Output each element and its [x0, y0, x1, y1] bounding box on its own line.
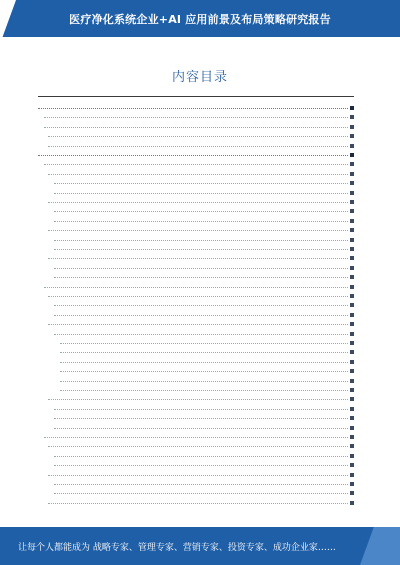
toc-dot-leader: [60, 343, 348, 344]
toc-entry[interactable]: [48, 169, 354, 176]
toc-entry[interactable]: [60, 366, 354, 373]
toc-dot-leader: [48, 399, 348, 400]
footer-accent: [360, 527, 400, 565]
toc-dot-leader: [44, 437, 348, 438]
toc-page-number: [350, 379, 354, 383]
toc-entry[interactable]: [48, 131, 354, 138]
toc-dot-leader: [48, 146, 348, 147]
footer-banner: [0, 527, 400, 565]
toc-page-number: [350, 454, 354, 458]
report-title: 医疗净化系统企业+AI 应用前景及布局策略研究报告: [69, 12, 331, 26]
toc-entry[interactable]: [38, 103, 354, 110]
toc-dot-leader: [54, 240, 348, 241]
toc-page-number: [350, 209, 354, 213]
toc-page-number: [350, 482, 354, 486]
toc-dot-leader: [44, 117, 348, 118]
toc-page-number: [350, 153, 354, 157]
toc-dot-leader: [54, 484, 348, 485]
toc-page-number: [350, 294, 354, 298]
toc-entry[interactable]: [44, 432, 354, 439]
toc-page-number: [350, 491, 354, 495]
toc-entry[interactable]: [54, 272, 354, 279]
toc-entry[interactable]: [48, 498, 354, 505]
toc-page-number: [350, 332, 354, 336]
toc-entry[interactable]: [54, 404, 354, 411]
toc-dot-leader: [54, 465, 348, 466]
toc-page-number: [350, 463, 354, 467]
toc-page-number: [350, 115, 354, 119]
toc-page-number: [350, 369, 354, 373]
toc-dot-leader: [38, 155, 348, 156]
toc-dot-leader: [48, 230, 348, 231]
toc-page-number: [350, 501, 354, 505]
toc-dot-leader: [48, 503, 348, 504]
toc-dot-leader: [60, 371, 348, 372]
toc-entry[interactable]: [48, 141, 354, 148]
toc-entry[interactable]: [48, 197, 354, 204]
toc-dot-leader: [60, 362, 348, 363]
toc-page-number: [350, 144, 354, 148]
toc-page-number: [350, 341, 354, 345]
toc-dot-leader: [54, 221, 348, 222]
toc-page-number: [350, 303, 354, 307]
toc-entry[interactable]: [44, 112, 354, 119]
toc-entry[interactable]: [60, 385, 354, 392]
toc-dot-leader: [54, 456, 348, 457]
toc-entry[interactable]: [54, 310, 354, 317]
toc-page-number: [350, 106, 354, 110]
toc-dot-leader: [44, 164, 348, 165]
toc-entry[interactable]: [54, 329, 354, 336]
toc-page-number: [350, 266, 354, 270]
toc-page-number: [350, 426, 354, 430]
toc-page-number: [350, 275, 354, 279]
toc-page-number: [350, 134, 354, 138]
toc-entry[interactable]: [54, 451, 354, 458]
toc-entry[interactable]: [44, 159, 354, 166]
toc-entry[interactable]: [54, 263, 354, 270]
toc-dot-leader: [54, 211, 348, 212]
toc-entry[interactable]: [54, 206, 354, 213]
toc-dot-leader: [54, 428, 348, 429]
toc-page-number: [350, 219, 354, 223]
toc-entry[interactable]: [48, 441, 354, 448]
toc-dot-leader: [48, 324, 348, 325]
toc-entry[interactable]: [54, 423, 354, 430]
toc-entry[interactable]: [54, 488, 354, 495]
toc-entry[interactable]: [48, 394, 354, 401]
toc-dot-leader: [44, 127, 348, 128]
toc-dot-leader: [48, 202, 348, 203]
toc-entry[interactable]: [60, 338, 354, 345]
toc-entry[interactable]: [54, 235, 354, 242]
toc-entry[interactable]: [54, 479, 354, 486]
toc-page-number: [350, 200, 354, 204]
toc-dot-leader: [60, 381, 348, 382]
toc-page-number: [350, 172, 354, 176]
banner-stripe: [0, 0, 16, 37]
toc-entry[interactable]: [44, 282, 354, 289]
toc-dot-leader: [54, 493, 348, 494]
toc-dot-leader: [38, 108, 348, 109]
toc-page-number: [350, 407, 354, 411]
toc-dot-leader: [54, 305, 348, 306]
toc-heading: 内容目录: [171, 70, 228, 85]
report-title-banner: [0, 0, 400, 37]
toc-entry[interactable]: [54, 216, 354, 223]
toc-dot-leader: [54, 315, 348, 316]
toc-dot-leader: [54, 249, 348, 250]
toc-dot-leader: [48, 136, 348, 137]
toc-page-number: [350, 322, 354, 326]
toc-page-number: [350, 313, 354, 317]
toc-page-number: [350, 473, 354, 477]
toc-page-number: [350, 162, 354, 166]
toc-page-number: [350, 397, 354, 401]
toc-entry[interactable]: [54, 413, 354, 420]
table-of-contents: [38, 96, 354, 517]
toc-entry[interactable]: [60, 376, 354, 383]
toc-page-number: [350, 285, 354, 289]
toc-entry[interactable]: [48, 225, 354, 232]
toc-page-number: [350, 444, 354, 448]
toc-dot-leader: [54, 183, 348, 184]
toc-entry[interactable]: [48, 291, 354, 298]
toc-entry[interactable]: [48, 319, 354, 326]
footer-slogan: 让每个人都能成为 战略专家、管理专家、营销专家、投资专家、成功企业家……: [18, 543, 336, 553]
toc-page-number: [350, 350, 354, 354]
toc-entry[interactable]: [60, 357, 354, 364]
toc-page-number: [350, 191, 354, 195]
toc-page-number: [350, 416, 354, 420]
toc-dot-leader: [48, 446, 348, 447]
toc-entry[interactable]: [48, 470, 354, 477]
toc-dot-leader: [60, 352, 348, 353]
toc-dot-leader: [54, 418, 348, 419]
toc-entry[interactable]: [48, 253, 354, 260]
toc-dot-leader: [48, 475, 348, 476]
toc-dot-leader: [48, 296, 348, 297]
toc-dot-leader: [48, 258, 348, 259]
toc-page-number: [350, 228, 354, 232]
toc-dot-leader: [54, 277, 348, 278]
toc-dot-leader: [54, 193, 348, 194]
toc-dot-leader: [60, 390, 348, 391]
toc-dot-leader: [54, 268, 348, 269]
toc-entry[interactable]: [38, 150, 354, 157]
toc-entry[interactable]: [54, 300, 354, 307]
toc-page-number: [350, 247, 354, 251]
toc-dot-leader: [48, 174, 348, 175]
toc-page-number: [350, 238, 354, 242]
toc-entry[interactable]: [54, 178, 354, 185]
toc-entry[interactable]: [54, 244, 354, 251]
toc-page-number: [350, 435, 354, 439]
toc-page-number: [350, 360, 354, 364]
toc-page-number: [350, 181, 354, 185]
toc-entry[interactable]: [54, 460, 354, 467]
toc-entry[interactable]: [44, 122, 354, 129]
toc-page-number: [350, 388, 354, 392]
toc-dot-leader: [54, 334, 348, 335]
toc-page-number: [350, 256, 354, 260]
toc-entry[interactable]: [60, 347, 354, 354]
toc-entry[interactable]: [54, 188, 354, 195]
toc-dot-leader: [44, 287, 348, 288]
toc-dot-leader: [54, 409, 348, 410]
toc-page-number: [350, 125, 354, 129]
